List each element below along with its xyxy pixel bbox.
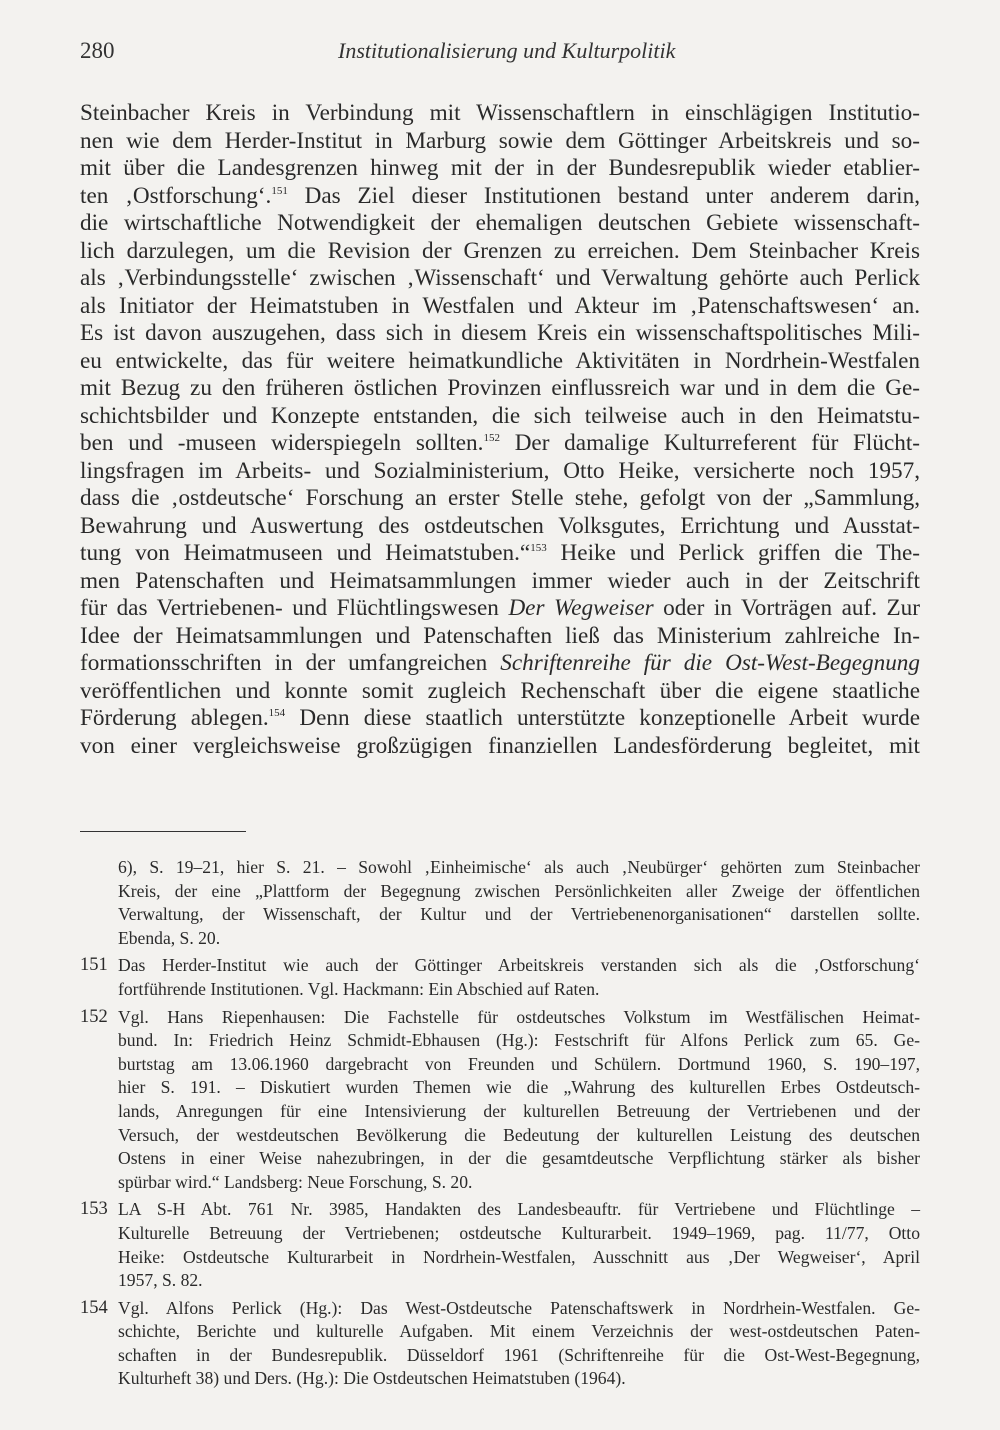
body-line: als ‚Verbindungsstelle‘ zwischen ‚Wissenschaft‘ und Verwaltung gehörte auch Perlick: [80, 265, 920, 291]
footnote-number: 153: [80, 1199, 108, 1220]
footnote-line: Heike: Ostdeutsche Kulturarbeit in Nordrhein-Westfalen, Ausschnitt aus ‚Der Wegweiser‘, April: [118, 1246, 920, 1267]
body-line: [80, 430, 920, 458]
body-segment: formationsschriften in der umfangreichen: [80, 650, 501, 676]
body-line: eu entwickelte, das für weitere heimatkundliche Aktivitäten in Nordrhein-Westfalen: [80, 347, 920, 374]
body-line: men Patenschaften und Heimatsammlungen immer wieder auch in der Zeitschrift: [80, 567, 920, 594]
body-line: veröffentlichen und konnte somit zugleich Rechenschaft über die eigene staatliche: [80, 677, 920, 704]
body-line: mit Bezug zu den früheren östlichen Provinzen einflussreich war und in dem die Ge-: [80, 375, 920, 401]
footnote-153: [80, 1198, 920, 1292]
body-line: mit über die Landesgrenzen hinweg mit der in der Bundesrepublik wieder etablier-: [80, 155, 920, 181]
footnote-line: 1957, S. 82.: [118, 1270, 203, 1291]
footnote-line: bund. In: Friedrich Heinz Schmidt-Ebhausen (Hg.): Festschrift für Alfons Perlick zum 65. Ge-: [118, 1030, 920, 1051]
footnote-line: Ostens in einer Weise nahezubringen, in der die gesamtdeutsche Verpflichtung stärker als bisher: [118, 1148, 920, 1169]
footnote-line: Kreis, der eine „Plattform der Begegnung zwischen Persönlichkeiten aller Zweige der öffentlichen: [118, 880, 920, 901]
page-number: 280: [80, 38, 115, 63]
footnote-line: lands, Anregungen für eine Intensivierung der kulturellen Betreuung der Vertriebenen und der: [118, 1100, 920, 1121]
footnote-line: Versuch, der westdeutschen Bevölkerung die Bedeutung der kulturellen Leistung des deutschen: [118, 1124, 920, 1145]
footnote-line: Verwaltung, der Wissenschaft, der Kultur und der Vertriebenenorganisationen“ darstellen sollte.: [118, 904, 920, 925]
body-line: [80, 595, 920, 623]
body-line: [80, 183, 920, 211]
footnote-line: 6), S. 19–21, hier S. 21. – Sowohl ‚Einheimische‘ als auch ‚Neubürger‘ gehörten zum Steinbacher: [118, 857, 920, 877]
body-line: als Initiator der Heimatstuben in Westfalen und Akteur im ‚Patenschaftswesen‘ an.: [80, 292, 920, 319]
body-line: die wirtschaftliche Notwendigkeit der ehemaligen deutschen Gebiete wissenschaft-: [80, 210, 920, 236]
body-segment: Denn diese staatlich unterstützte konzeptionelle Arbeit wurde: [285, 705, 921, 731]
body-line: Bewahrung und Auswertung des ostdeutschen Volksgutes, Errichtung und Ausstat-: [80, 512, 920, 539]
body-segment: Förderung ablegen.: [80, 705, 269, 731]
body-line: Steinbacher Kreis in Verbindung mit Wissenschaftlern in einschlägigen Institutio-: [80, 100, 920, 126]
footnotes: [80, 856, 920, 1395]
body-segment: ten ‚Ostforschung‘.: [80, 182, 272, 209]
footnote-line: Das Herder-Institut wie auch der Göttinger Arbeitskreis verstanden sich als die ‚Ostforschung‘: [118, 955, 920, 976]
body-line: [80, 705, 920, 733]
running-head: Institutionalisierung und Kulturpolitik: [338, 38, 676, 63]
footnote-number: 151: [80, 955, 108, 976]
footnote-ref-154: 154: [268, 707, 286, 719]
body-line: nen wie dem Herder-Institut in Marburg sowie dem Göttinger Arbeitskreis und so-: [80, 127, 920, 154]
footnote-divider: [80, 831, 246, 832]
footnote-line: Ebenda, S. 20.: [118, 927, 221, 948]
body-line: von einer vergleichsweise großzügigen finanziellen Landesförderung begleitet, mit: [80, 732, 920, 759]
footnote-151: [80, 954, 920, 1001]
footnote-number: 152: [80, 1006, 108, 1027]
body-text: [80, 100, 920, 760]
footnote-ref-151: 151: [271, 184, 288, 197]
body-segment: Das Ziel dieser Institutionen bestand unter anderem darin,: [287, 182, 921, 209]
body-segment: Der damalige Kulturreferent für Flücht-: [499, 430, 920, 456]
body-line: Es ist davon auszugehen, dass sich in diesem Kreis ein wissenschaftspolitisches Mili-: [80, 320, 920, 346]
footnote-line: LA S-H Abt. 761 Nr. 3985, Handakten des Landesbeauftr. für Vertriebene und Flüchtlinge –: [118, 1199, 920, 1220]
footnote-154: [80, 1297, 920, 1391]
footnote-line: Kulturelle Betreuung der Vertriebenen; ostdeutsche Kulturarbeit. 1949–1969, pag. 11/77, Otto: [118, 1222, 920, 1243]
footnote-number: 154: [80, 1297, 108, 1318]
footnote-line: Vgl. Hans Riepenhausen: Die Fachstelle für ostdeutsches Volkstum im Westfälischen Heimat-: [118, 1006, 920, 1027]
body-line: [80, 540, 920, 568]
footnote-line: Kulturheft 38) und Ders. (Hg.): Die Ostdeutschen Heimatstuben (1964).: [118, 1368, 626, 1389]
footnote-line: spürbar wird.“ Landsberg: Neue Forschung, S. 20.: [118, 1171, 473, 1192]
body-line: lich darzulegen, um die Revision der Grenzen zu erreichen. Dem Steinbacher Kreis: [80, 237, 920, 264]
footnote-line: Vgl. Alfons Perlick (Hg.): Das West-Ostdeutsche Patenschaftswerk in Nordrhein-Westfalen. Ge-: [118, 1297, 920, 1318]
body-line: lingsfragen im Arbeits- und Sozialministerium, Otto Heike, versicherte noch 1957,: [80, 457, 920, 484]
footnote-line: burtstag am 13.06.1960 dargebracht von Freunden und Schülern. Dortmund 1960, S. 190–197,: [118, 1053, 920, 1074]
body-segment: Heike und Perlick griffen die The-: [546, 540, 921, 566]
body-line: schichtsbilder und Konzepte entstanden, die sich teilweise auch in den Heimatstu-: [80, 402, 920, 429]
series-title: Schriftenreihe für die Ost-West-Begegnung: [500, 650, 920, 676]
footnote-line: schichte, Berichte und kulturelle Aufgaben. Mit einem Verzeichnis der west-ostdeutschen Paten-: [118, 1321, 920, 1342]
body-segment: für das Vertriebenen- und Flüchtlingswesen: [80, 595, 509, 621]
body-segment: ben und -museen widerspiegeln sollten.: [80, 430, 484, 456]
footnote-line: schaften in der Bundesrepublik. Düsseldorf 1961 (Schriftenreihe für die Ost-West-Begegnung,: [118, 1344, 920, 1365]
body-line: [80, 650, 920, 678]
body-segment: tung von Heimatmuseen und Heimatstuben.“: [80, 540, 531, 566]
journal-title: Der Wegweiser: [508, 595, 654, 621]
body-line: Idee der Heimatsammlungen und Patenschaften ließ das Ministerium zahlreiche In-: [80, 622, 920, 649]
footnote-continued: [80, 856, 920, 950]
body-segment: oder in Vorträgen auf. Zur: [653, 595, 920, 621]
body-line: dass die ‚ostdeutsche‘ Forschung an erster Stelle stehe, gefolgt von der „Sammlung,: [80, 485, 920, 511]
footnote-152: [80, 1006, 920, 1195]
footnote-ref-153: 153: [530, 542, 547, 554]
footnote-line: hier S. 191. – Diskutiert wurden Themen wie die „Wahrung des kulturellen Erbes Ostdeutsch-: [118, 1077, 920, 1098]
footnote-line: fortführende Institutionen. Vgl. Hackmann: Ein Abschied auf Raten.: [118, 978, 600, 999]
footnote-ref-152: 152: [483, 432, 500, 444]
